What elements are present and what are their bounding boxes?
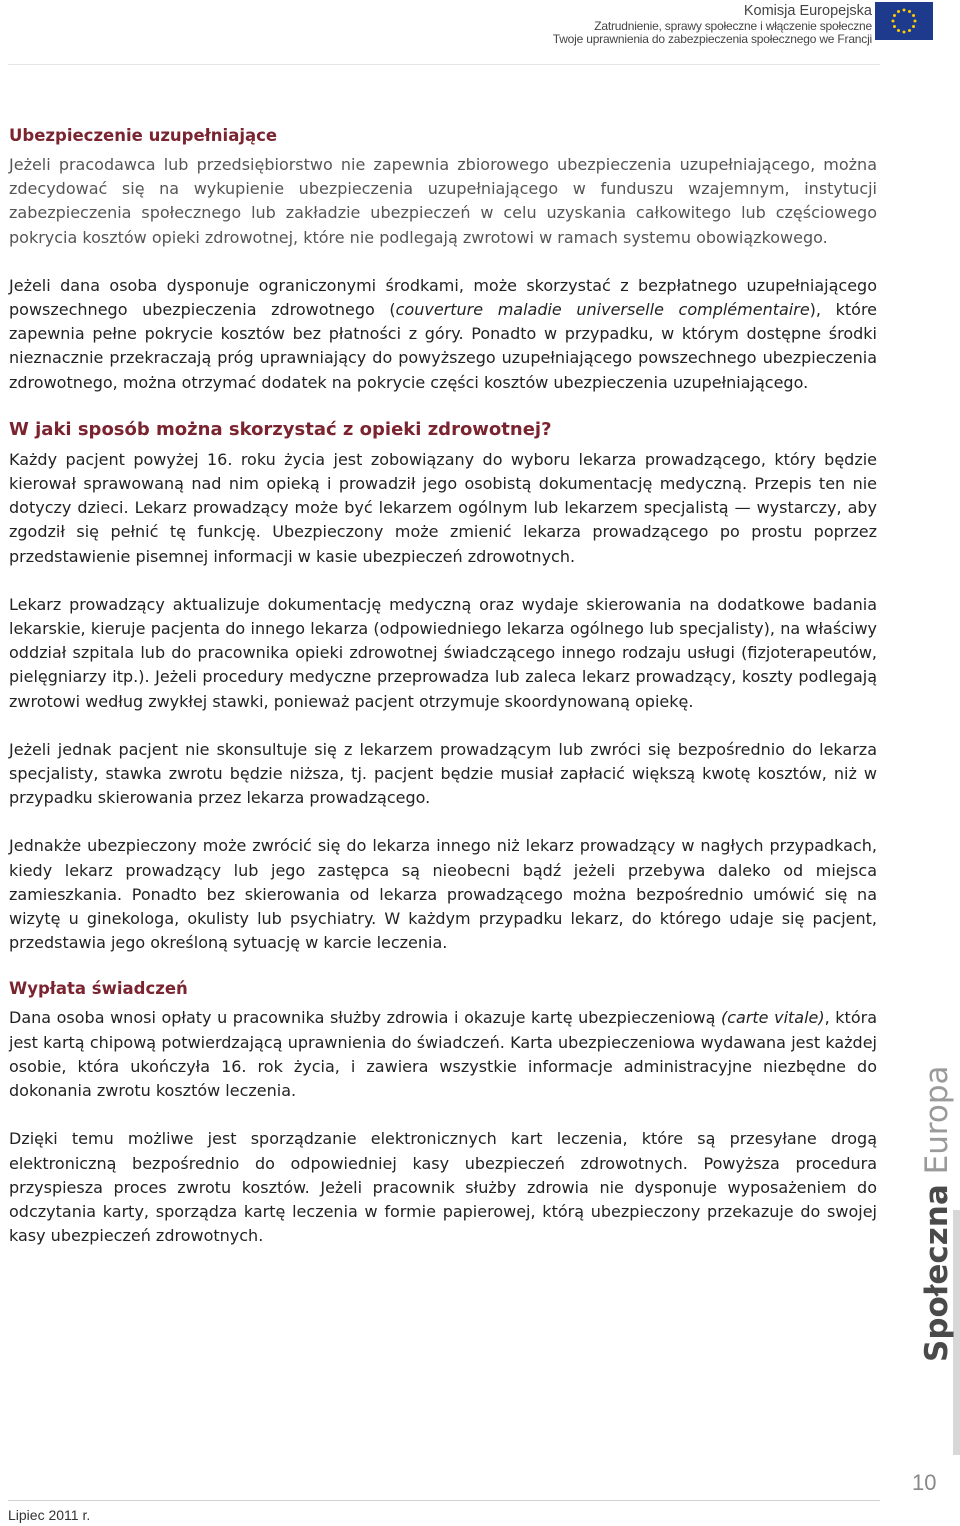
paragraph: Jeżeli dana osoba dysponuje ograniczonymi środkami, może skorzystać z bezpłatnego uzupełniającego powszechnego ubezpieczenia zdrowotnego (couverture maladie universelle complémentaire), które zapewnia pełne pokrycie kosztów bez płatności z góry. Ponadto w przypadku, w którym dostępne środki nieznacznie przekraczają próg uprawniający do powyższego uzupełniającego powszechnego ubezpieczenia zdrowotnego, można otrzymać dodatek na pokrycie części kosztów ubezpieczenia uzupełniającego.: [9, 275, 878, 392]
header-divider: [8, 64, 880, 65]
flag-star: [893, 25, 896, 28]
flag-star: [903, 9, 906, 12]
document-header: [553, 0, 872, 47]
paragraph: Dzięki temu możliwe jest sporządzanie elektronicznych kart leczenia, które są przesyłane drogą elektroniczną bezpośrednio do odpowiedniej kasy ubezpieczeń zdrowotnych. Powyższa procedura przyspiesza proces zwrotu kosztów. Jeżeli pracownik służby zdrowia nie dysponuje wyposażeniem do odczytania karty, sporządza kartę leczenia w formie papierowej, którą ubezpieczony przekazuje do swojej kasy ubezpieczeń zdrowotnych.: [9, 1129, 877, 1246]
eu-flag-icon: [875, 2, 933, 40]
paragraph: Jeżeli jednak pacjent nie skonsultuje się z lekarzem prowadzącym lub zwróci się bezpośrednio do lekarza specjalisty, stawka zwrotu będzie niższa, tj. pacjent będzie musiał zapłacić większą kwotę kosztów, niż w przypadku skierowania przez lekarza prowadzącego.: [9, 739, 877, 808]
flag-star: [897, 29, 900, 32]
flag-background: [875, 2, 933, 40]
header-organization: Komisja Europejska: [743, 3, 872, 19]
footer-divider: [8, 1500, 880, 1501]
paragraph: Lekarz prowadzący aktualizuje dokumentację medyczną oraz wydaje skierowania na dodatkowe badania lekarskie, kieruje pacjenta do innego lekarza (odpowiedniego lekarza ogólnego lub specjalisty), na właściwy oddział szpitala lub do pracownika opieki zdrowotnej świadczącego innego rodzaju usługi (fizjoterapeutów, pielęgniarzy itp.). Jeżeli procedury medyczne przeprowadza lub zaleca lekarz prowadzący, koszty podlegają zwrotowi według zwykłej stawki, ponieważ pacjent otrzymuje skoordynowaną opiekę.: [9, 594, 877, 711]
flag-star: [903, 31, 906, 34]
document-body: [9, 126, 877, 1248]
section-title-access-to-care: W jaki sposób można skorzystać z opieki zdrowotnej?: [9, 418, 552, 440]
flag-star: [893, 14, 896, 17]
paragraph: Dana osoba wnosi opłaty u pracownika służby zdrowia i okazuje kartę ubezpieczeniową (carte vitale), która jest kartą chipową potwierdzającą uprawnienia do świadczeń. Karta ubezpieczeniowa wydawana jest każdej osobie, która ukończyła 16. rok życia, i zawiera wszystkie informacje administracyjne niezbędne do dokonania zwrotu kosztów leczenia.: [9, 1008, 877, 1101]
paragraph: Jednakże ubezpieczony może zwrócić się do lekarza innego niż lekarz prowadzący w nagłych przypadkach, kiedy lekarz prowadzący lub jego zastępca są nieobecni bądź jeżeli przebywa daleko od miejsca zamieszkania. Ponadto bez skierowania od lekarza prowadzącego można bezpośrednio umówić się na wizytę u ginekologa, okulisty lub psychiatry. W każdym przypadku lekarz, do którego udaje się pacjent, przedstawia jego określoną sytuację w karcie leczenia.: [9, 836, 877, 953]
brand-word-2: Europa: [919, 1065, 955, 1185]
flag-star: [908, 29, 911, 32]
header-subtitle-2: Twoje uprawnienia do zabezpieczenia społecznego we Francji: [552, 32, 872, 47]
flag-star: [892, 20, 895, 23]
page-number: 10: [912, 1470, 937, 1495]
brand-word-1: Społeczna: [919, 1184, 955, 1362]
header-subtitle-1: Zatrudnienie, sprawy społeczne i włączenie społeczne: [594, 18, 872, 33]
brand-logo-vertical: [920, 1062, 954, 1362]
flag-star: [914, 20, 917, 23]
flag-star: [897, 10, 900, 13]
flag-star: [908, 10, 911, 13]
section-title-supplementary-insurance: Ubezpieczenie uzupełniające: [9, 126, 278, 145]
paragraph: Jeżeli pracodawca lub przedsiębiorstwo nie zapewnia zbiorowego ubezpieczenia uzupełniającego, można zdecydować się na wykupienie ubezpieczenia uzupełniającego w funduszu wzajemnym, instytucji zabezpieczenia społecznego lub zakładzie ubezpieczeń w celu uzyskania całkowitego lub częściowego pokrycia kosztów opieki zdrowotnej, które nie podlegają zwrotowi w ramach systemu obowiązkowego.: [9, 155, 877, 247]
paragraph: Każdy pacjent powyżej 16. roku życia jest zobowiązany do wyboru lekarza prowadzącego, który będzie kierował sprawowaną nad nim opieką i prowadził jego osobistą dokumentację medyczną. Przepis ten nie dotyczy dzieci. Lekarz prowadzący może być lekarzem ogólnym lub lekarzem specjalistą — wystarczy, aby zgodził się pełnić tę funkcję. Ubezpieczony może zmienić lekarza prowadzącego po prostu poprzez przedstawienie pisemnej informacji w kasie ubezpieczeń zdrowotnych.: [9, 449, 877, 566]
flag-star: [912, 25, 915, 28]
flag-star: [912, 14, 915, 17]
section-title-benefit-payment: Wypłata świadczeń: [9, 979, 188, 999]
footer-date: Lipiec 2011 r.: [8, 1507, 91, 1523]
